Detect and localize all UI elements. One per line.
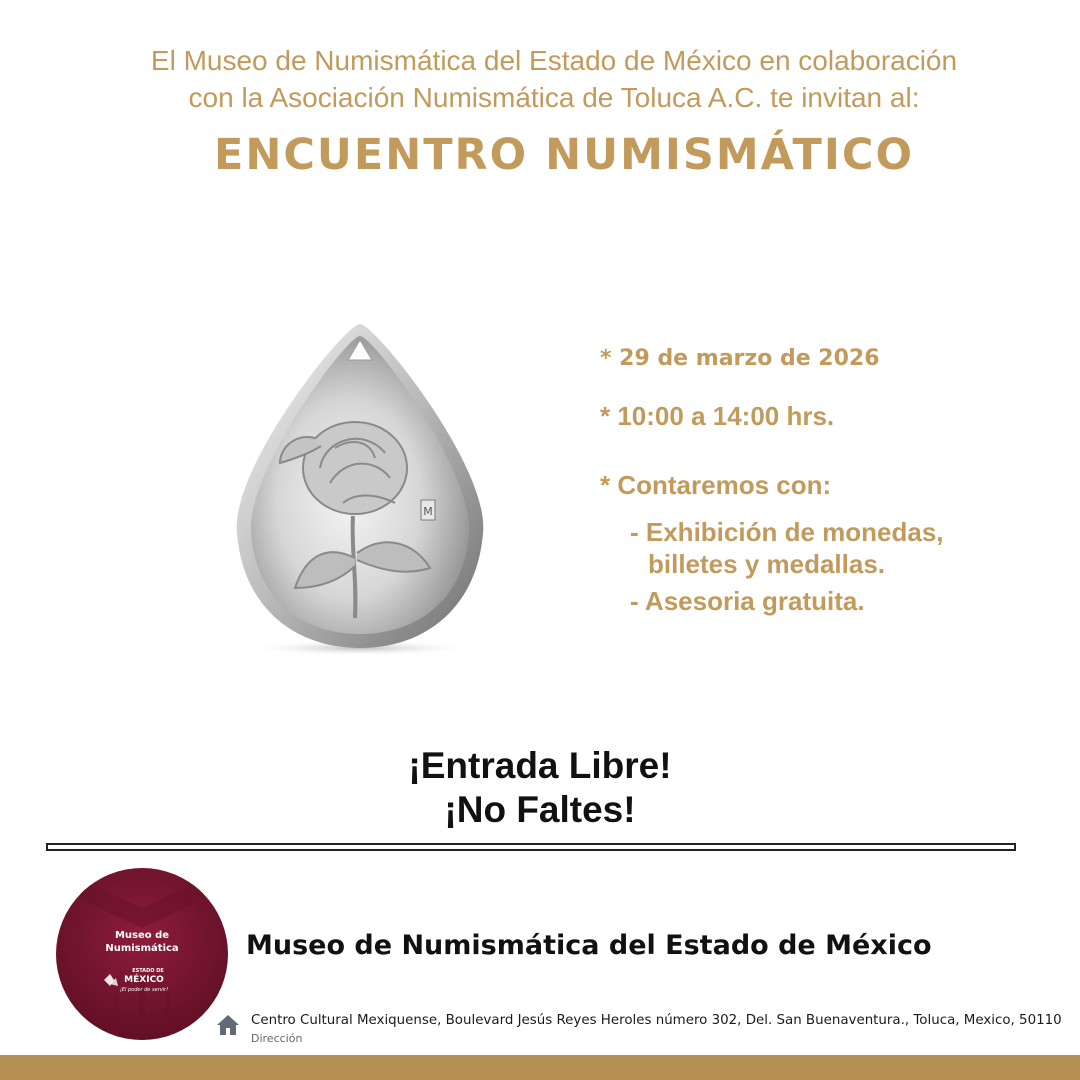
logo-line-1: Museo de (114, 930, 170, 941)
cta-line-1: ¡Entrada Libre! (408, 745, 672, 786)
logo-line-2: Numismática (105, 943, 179, 954)
cta-line-2: ¡No Faltes! (444, 789, 636, 830)
event-date: * 29 de marzo de 2026 (600, 346, 880, 371)
museum-logo (56, 868, 228, 1040)
offer-item-advice: - Asesoria gratuita. (630, 586, 865, 616)
home-icon (216, 1013, 240, 1037)
coin-image (225, 318, 495, 663)
coin-icon (225, 318, 495, 663)
logo-brand-small: ESTADO DE (132, 968, 164, 974)
event-time: * 10:00 a 14:00 hrs. (600, 401, 835, 431)
event-title: ENCUENTRO NUMISMÁTICO (214, 130, 914, 180)
address-label: Dirección (251, 1032, 303, 1045)
offer-item-exhibition (630, 516, 944, 580)
intro-line-1: El Museo de Numismática del Estado de México en colaboración (150, 45, 958, 76)
bottom-bar (0, 1055, 1080, 1080)
divider (46, 843, 1016, 851)
svg-text:M: M (423, 505, 433, 518)
offer-item-exhibition-line-1: - Exhibición de monedas, (630, 517, 944, 547)
intro-text (0, 42, 1080, 116)
logo-tagline: ¡El poder de servir! (119, 987, 169, 993)
offer-heading: * Contaremos con: (600, 470, 832, 500)
museum-name: Museo de Numismática del Estado de México (246, 930, 932, 961)
address-text: Centro Cultural Mexiquense, Boulevard Jesús Reyes Heroles número 302, Del. San Buenaventura., Toluca, Mexico, 50110 (251, 1013, 1062, 1028)
call-to-action (0, 744, 1080, 832)
offer-item-exhibition-line-2: billetes y medallas. (648, 549, 886, 579)
intro-line-2: con la Asociación Numismática de Toluca A.C. te invitan al: (188, 82, 920, 113)
museum-logo-icon (56, 868, 228, 1040)
logo-brand: MÉXICO (124, 975, 164, 985)
